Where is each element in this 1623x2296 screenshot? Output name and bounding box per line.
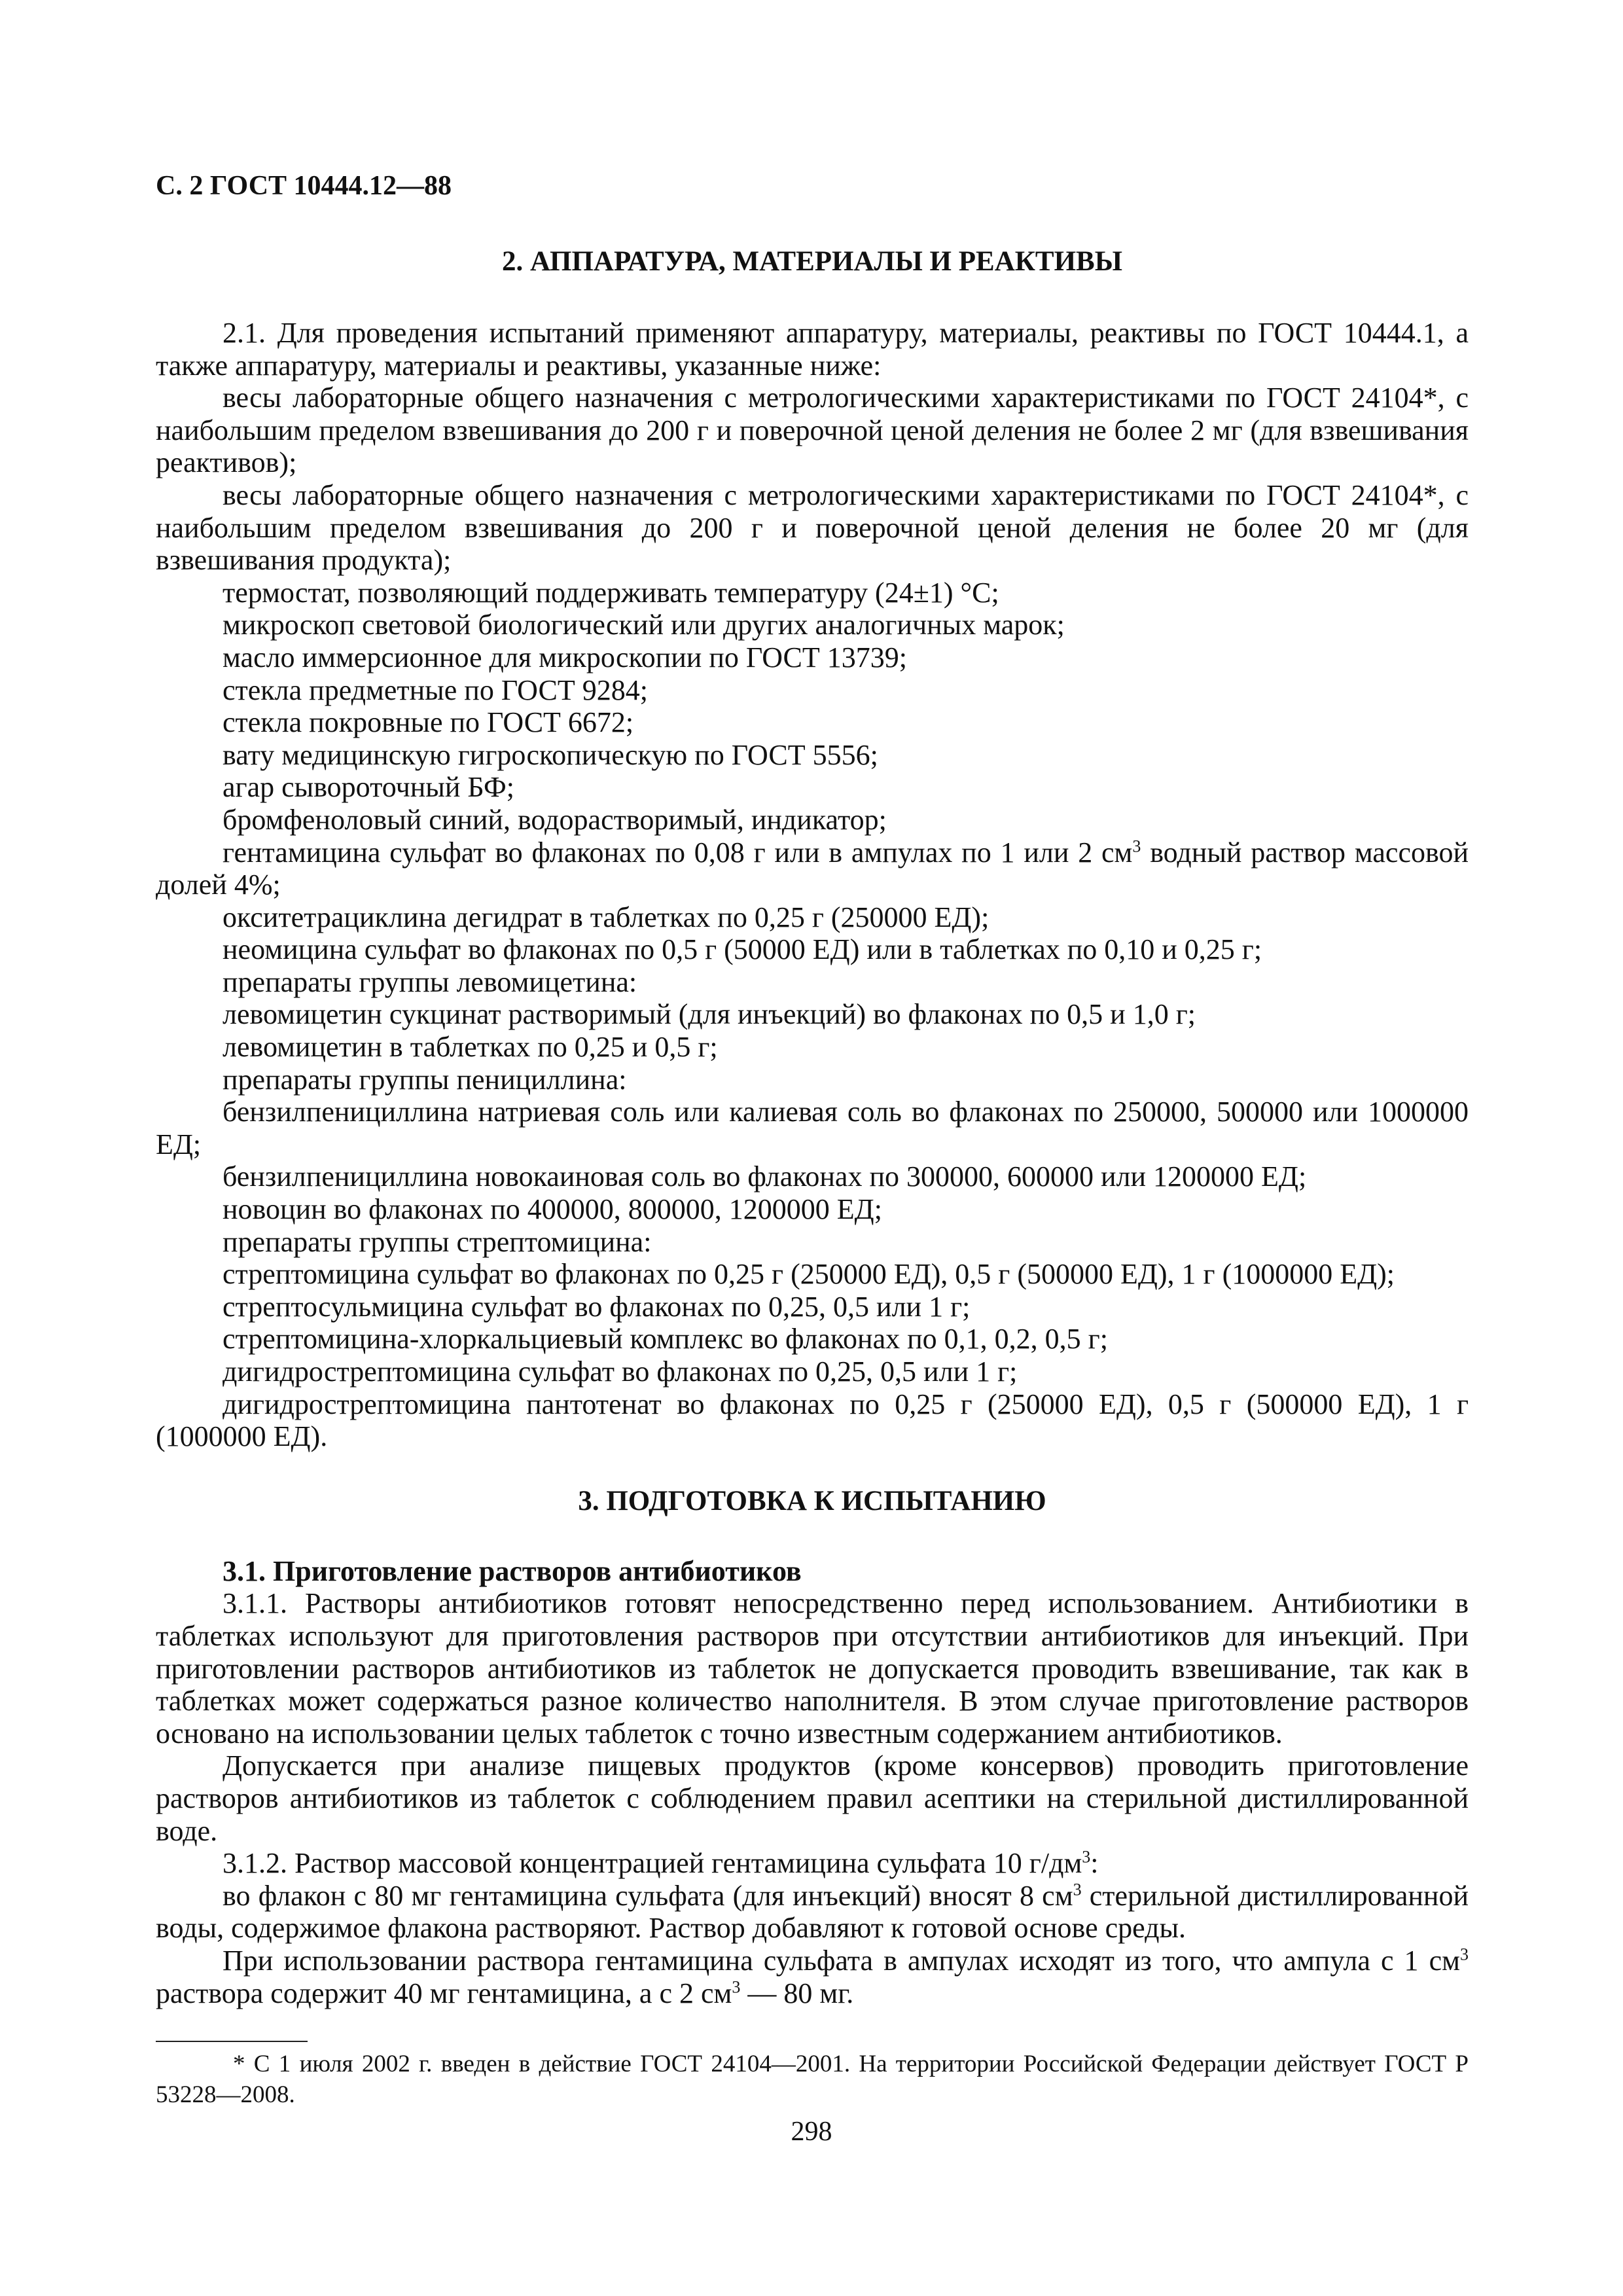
list-item: препараты группы левомицетина: [223,965,637,998]
paragraph-2-1: 2.1. Для проведения испытаний применяют аппаратуру, материалы, реактивы по ГОСТ 10444.1, а также аппаратуру, материалы и реактивы, указанные ниже: [156,317,1469,382]
list-item: термостат, позволяющий поддерживать температуру (24±1) °С; [223,576,999,609]
ampoule-text-c: — 80 мг. [740,1977,854,2009]
list-item: дигидрострептомицина сульфат во флаконах по 0,25, 0,5 или 1 г; [223,1355,1018,1388]
superscript-3: 3 [1132,836,1141,855]
superscript-3: 3 [1460,1945,1469,1964]
paragraph-3-1-2 [156,1847,1469,1880]
section-3-title: 3. ПОДГОТОВКА К ИСПЫТАНИЮ [578,1485,1046,1516]
superscript-3: 3 [1082,1847,1091,1867]
list-item-gentamicin [156,836,1469,901]
list-item-scales-product: весы лабораторные общего назначения с метрологическими характеристиками по ГОСТ 24104*, с наибольшим пределом взвешивания до 200 г и поверочной ценой деления не более 20 мг (для взвешивания продукта); [156,478,1469,577]
paragraph-allowed: Допускается при анализе пищевых продуктов (кроме консервов) проводить приготовление растворов антибиотиков из таблеток с соблюдением правил асептики на стерильной дистиллированной воде. [156,1749,1469,1847]
list-item-scales-reagents: весы лабораторные общего назначения с метрологическими характеристиками по ГОСТ 24104*, с наибольшим пределом взвешивания до 200 г и поверочной ценой деления не более 2 мг (для взвешивания реактивов); [156,382,1469,479]
list-item: стрептомицина сульфат во флаконах по 0,25 г (250000 ЕД), 0,5 г (500000 ЕД), 1 г (1000000 ЕД); [223,1258,1395,1291]
document-page [156,169,1469,2009]
ampoule-text-b: раствора содержит 40 мг гентамицина, а с 2 см [156,1977,732,2009]
list-item: стекла предметные по ГОСТ 9284; [223,673,648,706]
list-item: левомицетин в таблетках по 0,25 и 0,5 г; [223,1031,718,1064]
subsection-3-1-title: 3.1. Приготовление растворов антибиотиков [223,1554,802,1587]
list-item: бромфеноловый синий, водорастворимый, индикатор; [223,803,887,836]
paragraph-vial [156,1880,1469,1945]
list-item: бензилпенициллина новокаиновая соль во флаконах по 300000, 600000 или 1200000 ЕД; [223,1160,1307,1193]
paragraph-3-1-2-colon: : [1090,1847,1099,1880]
footnote: * С 1 июля 2002 г. введен в действие ГОСТ 24104—2001. На территории Российской Федерации действует ГОСТ Р 53228—2008. [156,2051,1469,2108]
superscript-3: 3 [1073,1880,1082,1899]
list-item: неомицина сульфат во флаконах по 0,5 г (50000 ЕД) или в таблетках по 0,10 и 0,25 г; [223,933,1262,966]
list-item: агар сывороточный БФ; [223,771,514,804]
footnote-divider [156,2041,308,2042]
gentamicin-text-end: водный раствор массовой долей 4%; [156,836,1469,901]
running-header: С. 2 ГОСТ 10444.12—88 [156,171,452,201]
paragraph-3-1-2-text: 3.1.2. Раствор массовой концентрацией гентамицина сульфата 10 г/дм [223,1847,1082,1880]
list-item: стекла покровные по ГОСТ 6672; [223,706,634,739]
list-item-benzylpenicillin-sodium: бензилпенициллина натриевая соль или калиевая соль во флаконах по 250000, 500000 или 1000000 ЕД; [156,1096,1469,1160]
list-item: микроскоп световой биологический или других аналогичных марок; [223,609,1065,641]
list-item: препараты группы стрептомицина: [223,1225,652,1258]
paragraph-ampoule [156,1945,1469,2009]
list-item: масло иммерсионное для микроскопии по ГОСТ 13739; [223,641,907,673]
vial-text-start: во флакон с 80 мг гентамицина сульфата (для инъекций) вносят 8 см [223,1879,1073,1912]
list-item: препараты группы пенициллина: [223,1063,627,1096]
list-item: стрептосульмицина сульфат во флаконах по 0,25, 0,5 или 1 г; [223,1290,971,1323]
list-item-dihydrostreptomycin-pantothenate: дигидрострептомицина пантотенат во флаконах по 0,25 г (250000 ЕД), 0,5 г (500000 ЕД), 1 г (1000000 ЕД). [156,1388,1469,1453]
list-item: окситетрациклина дегидрат в таблетках по 0,25 г (250000 ЕД); [223,901,990,933]
section-2-title: 2. АППАРАТУРА, МАТЕРИАЛЫ И РЕАКТИВЫ [502,246,1122,277]
list-item: левомицетин сукцинат растворимый (для инъекций) во флаконах по 0,5 и 1,0 г; [223,998,1196,1031]
ampoule-text-a: При использовании раствора гентамицина сульфата в ампулах исходят из того, что ампула с 1 см [223,1944,1460,1977]
superscript-3: 3 [732,1977,741,1996]
list-item: новоцин во флаконах по 400000, 800000, 1200000 ЕД; [223,1193,882,1226]
paragraph-3-1-1: 3.1.1. Растворы антибиотиков готовят непосредственно перед использованием. Антибиотики в таблетках используют для приготовления растворов при отсутствии антибиотиков для инъекций. При приготовлении растворов антибиотиков из таблеток не допускается проводить взвешивание, так как в таблетках может содержаться разное количество наполнителя. В этом случае приготовление растворов основано на использовании целых таблеток с точно известным содержанием антибиотиков. [156,1587,1469,1749]
gentamicin-text-start: гентамицина сульфат во флаконах по 0,08 г или в ампулах по 1 или 2 см [223,836,1133,869]
list-item: вату медицинскую гигроскопическую по ГОСТ 5556; [223,738,878,771]
vial-text-end: стерильной дистиллированной воды, содержимое флакона растворяют. Раствор добавляют к готовой основе среды. [156,1879,1469,1945]
page-number: 298 [791,2117,832,2147]
list-item: стрептомицина-хлоркальциевый комплекс во флаконах по 0,1, 0,2, 0,5 г; [223,1323,1108,1355]
